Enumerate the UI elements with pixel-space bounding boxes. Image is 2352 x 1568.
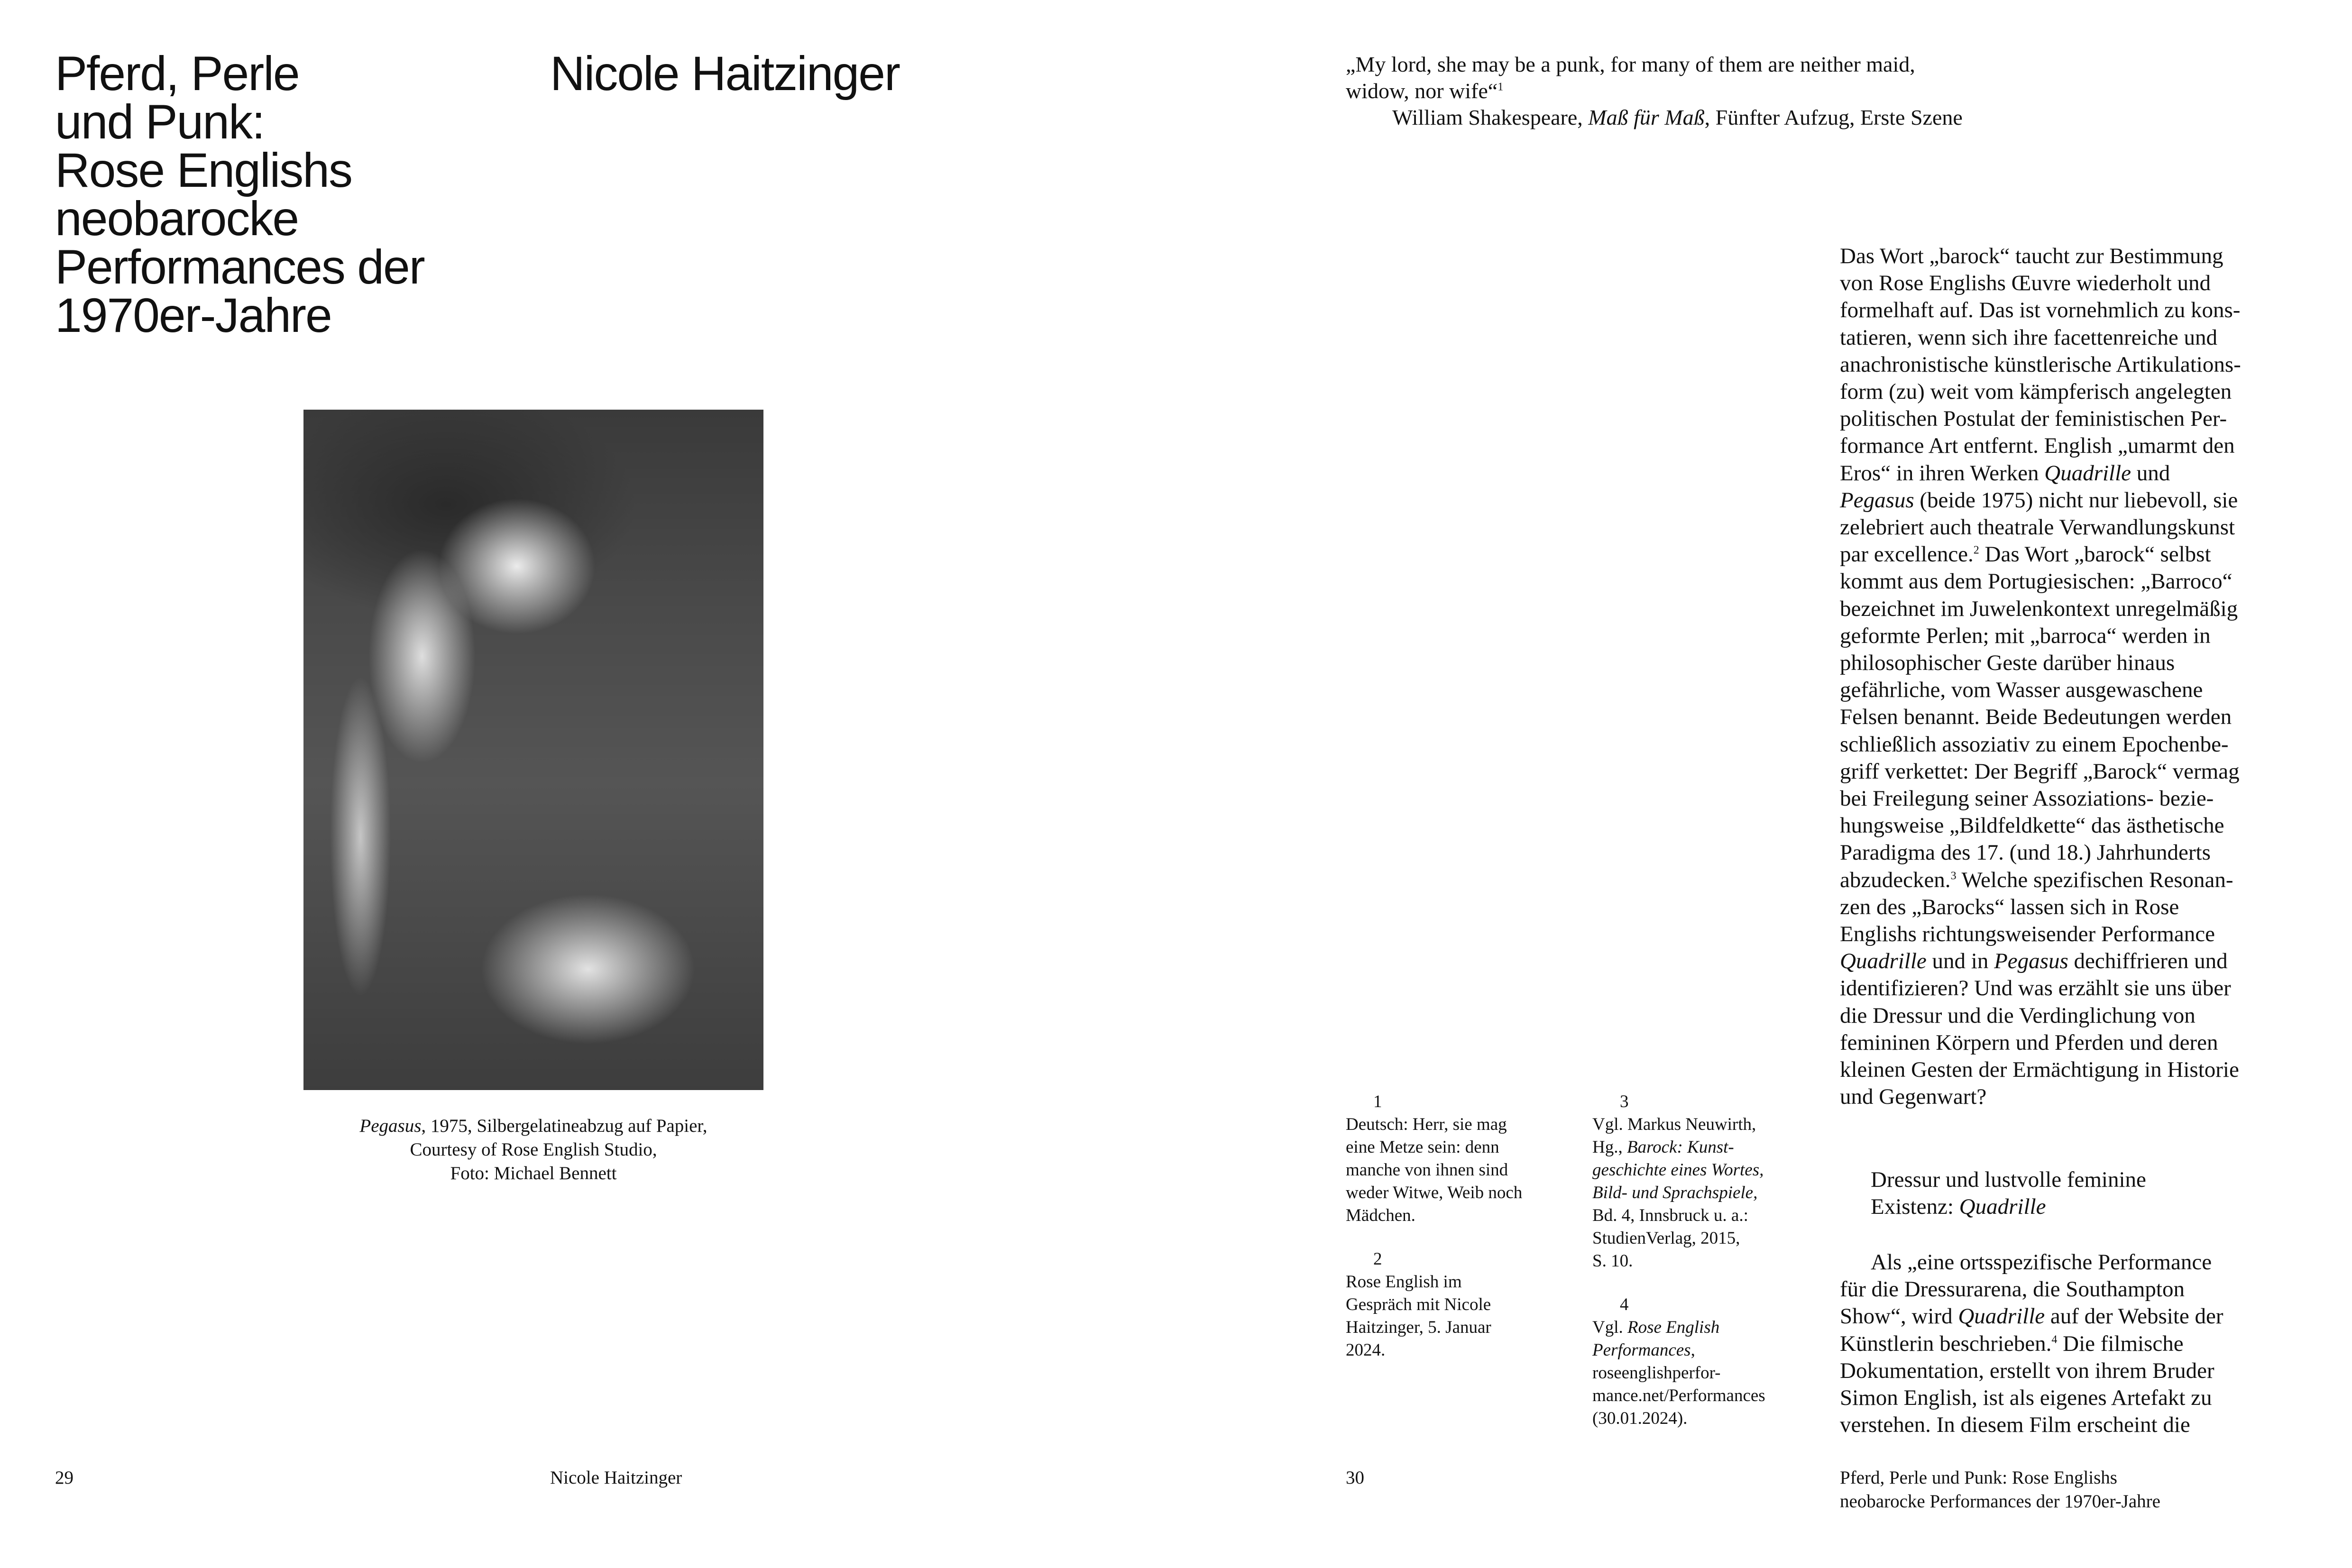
text: Welche spezifischen Resonan- xyxy=(1956,867,2233,892)
text: und in xyxy=(1926,949,1994,974)
footnote-line xyxy=(1592,1159,1820,1182)
footnote-number: 3 xyxy=(1620,1092,1629,1111)
footnote-line: mance.net/Performances xyxy=(1592,1386,1765,1405)
website-title: Performances xyxy=(1592,1340,1691,1360)
footnote-line: Vgl. Markus Neuwirth, xyxy=(1592,1115,1756,1134)
body-line: bei Freilegung seiner Assoziations- bezie- xyxy=(1840,786,2214,811)
text: Das Wort „barock“ selbst xyxy=(1979,542,2211,567)
footnote-3 xyxy=(1592,1091,1820,1273)
footnote-line xyxy=(1592,1182,1820,1204)
body-line: identifizieren? Und was erzählt sie uns über xyxy=(1840,976,2231,1001)
body-line xyxy=(1840,460,2305,487)
footnote-line: Gespräch mit Nicole xyxy=(1346,1295,1491,1314)
body-line xyxy=(1840,487,2305,514)
footnote-line: roseenglishperfor- xyxy=(1592,1363,1721,1383)
text: Hg., xyxy=(1592,1137,1627,1157)
epigraph xyxy=(1346,51,2057,131)
body-line: kommt aus dem Portugiesischen: „Barroco“ xyxy=(1840,569,2233,594)
body-line xyxy=(1840,948,2305,975)
text: Existenz: xyxy=(1871,1194,1959,1219)
work-title: Quadrille xyxy=(2044,460,2132,486)
body-line: Simon English, ist als eigenes Artefakt zu xyxy=(1840,1385,2212,1411)
footnote-number: 2 xyxy=(1373,1249,1382,1269)
body-line: Englishs richtungsweisender Performance xyxy=(1840,922,2215,947)
footnote-line: StudienVerlag, 2015, xyxy=(1592,1229,1740,1248)
footnote-line: S. 10. xyxy=(1592,1251,1633,1271)
text: , xyxy=(1690,1340,1695,1360)
body-line: für die Dressurarena, die Southampton xyxy=(1840,1277,2185,1302)
book-title: Barock: Kunst- xyxy=(1626,1137,1734,1157)
text: und xyxy=(2131,460,2170,486)
body-line xyxy=(1840,1303,2305,1330)
footnote-number: 1 xyxy=(1373,1092,1382,1111)
epigraph-line: „My lord, she may be a punk, for many of them are neither maid, xyxy=(1346,52,1915,76)
website-title: Rose English xyxy=(1627,1318,1720,1337)
work-title: Pegasus xyxy=(1994,949,2068,974)
body-line: form (zu) weit vom kämpferisch angelegten xyxy=(1840,379,2232,404)
caption-line-3: Foto: Michael Bennett xyxy=(450,1163,617,1183)
section-subheading xyxy=(1871,1166,2297,1220)
footnote-line: Bd. 4, Innsbruck u. a.: xyxy=(1592,1206,1748,1225)
text: Vgl. xyxy=(1592,1318,1627,1337)
footnote-line xyxy=(1592,1136,1820,1159)
body-line: philosophischer Geste darüber hinaus xyxy=(1840,651,2175,676)
epigraph-line xyxy=(1346,78,2057,104)
page-number-right: 30 xyxy=(1346,1467,1364,1488)
body-line: Dokumentation, erstellt von ihrem Bruder xyxy=(1840,1358,2214,1383)
epigraph-text: widow, nor wife“ xyxy=(1346,79,1498,103)
body-line: griff verkettet: Der Begriff „Barock“ vermag xyxy=(1840,759,2240,784)
title-line: 1970er-Jahre xyxy=(55,288,331,342)
body-line: hungsweise „Bildfeldkette“ das ästhetische xyxy=(1840,813,2224,838)
footnote-ref: 1 xyxy=(1498,81,1504,93)
running-head-line: Pferd, Perle und Punk: Rose Englishs xyxy=(1840,1467,2117,1488)
body-line: geformte Perlen; mit „barroca“ werden in xyxy=(1840,623,2211,648)
footnote-line: Rose English im xyxy=(1346,1272,1462,1292)
body-text-continued xyxy=(1840,1249,2305,1439)
footnote-line: Haitzinger, 5. Januar xyxy=(1346,1318,1491,1337)
body-line: von Rose Englishs Œuvre wiederholt und xyxy=(1840,271,2211,296)
text: par excellence. xyxy=(1840,542,1974,567)
caption-text: , 1975, Silbergelatineabzug auf Papier, xyxy=(421,1116,707,1136)
text: Show“, wird xyxy=(1840,1304,1958,1329)
body-line: schließlich assoziativ zu einem Epochenbe- xyxy=(1840,732,2229,757)
footnote-ref: 4 xyxy=(2051,1333,2058,1346)
body-line: zelebriert auch theatrale Verwandlungskunst xyxy=(1840,515,2235,540)
body-line: bezeichnet im Juwelenkontext unregelmäßig xyxy=(1840,596,2238,621)
author-heading: Nicole Haitzinger xyxy=(550,46,900,101)
footnote-line: Mädchen. xyxy=(1346,1206,1415,1225)
body-line xyxy=(1840,867,2305,894)
body-line: politischen Postulat der feministischen Per- xyxy=(1840,406,2227,431)
text: Die filmische xyxy=(2057,1331,2184,1356)
pegasus-photograph xyxy=(303,410,763,1090)
chapter-title xyxy=(55,46,482,342)
body-line: kleinen Gesten der Ermächtigung in Historie xyxy=(1840,1057,2239,1082)
running-head-right xyxy=(1840,1466,2160,1513)
epigraph-attribution xyxy=(1346,104,2057,131)
body-line: formelhaft auf. Das ist vornehmlich zu kons- xyxy=(1840,298,2241,323)
title-line: neobarocke xyxy=(55,192,299,246)
running-head-left: Nicole Haitzinger xyxy=(550,1467,682,1488)
title-line: Performances der xyxy=(55,240,424,294)
body-line: gefährliche, vom Wasser ausgewaschene xyxy=(1840,678,2203,703)
footnote-line: manche von ihnen sind xyxy=(1346,1160,1508,1180)
footnote-ref: 2 xyxy=(1973,544,1979,557)
footnote-number: 4 xyxy=(1620,1295,1629,1314)
body-line: tatieren, wenn sich ihre facettenreiche und xyxy=(1840,325,2217,350)
page-number-left: 29 xyxy=(55,1467,74,1488)
running-head-line: neobarocke Performances der 1970er-Jahre xyxy=(1840,1491,2160,1512)
body-line: und Gegenwart? xyxy=(1840,1084,1987,1110)
body-text xyxy=(1840,243,2305,1111)
footnote-line xyxy=(1592,1339,1820,1362)
body-line: anachronistische künstlerische Artikulations- xyxy=(1840,352,2241,377)
work-title: Quadrille xyxy=(1958,1304,2045,1329)
footnote-2 xyxy=(1346,1248,1573,1362)
attribution-work: Maß für Maß xyxy=(1588,105,1705,129)
caption-line-1 xyxy=(303,1114,763,1138)
body-line: zen des „Barocks“ lassen sich in Rose xyxy=(1840,894,2179,919)
text: Eros“ in ihren Werken xyxy=(1840,460,2045,486)
footnote-4 xyxy=(1592,1293,1820,1430)
attribution-author: William Shakespeare, xyxy=(1392,105,1589,129)
text: dechiffrieren und xyxy=(2068,949,2228,974)
body-line: die Dressur und die Verdinglichung von xyxy=(1840,1003,2196,1028)
footnote-line: weder Witwe, Weib noch xyxy=(1346,1183,1523,1202)
subheading-line: Dressur und lustvolle feminine xyxy=(1871,1167,2146,1192)
footnote-line: Deutsch: Herr, sie mag xyxy=(1346,1115,1507,1134)
body-line: Felsen benannt. Beide Bedeutungen werden xyxy=(1840,705,2232,730)
text: abzudecken. xyxy=(1840,867,1951,892)
body-line: Als „eine ortsspezifische Performance xyxy=(1871,1250,2212,1275)
subheading-line xyxy=(1871,1193,2297,1220)
attribution-rest: , Fünfter Aufzug, Erste Szene xyxy=(1704,105,1963,129)
footnote-1 xyxy=(1346,1091,1573,1227)
photo-caption xyxy=(303,1114,763,1185)
body-line: Das Wort „barock“ taucht zur Bestimmung xyxy=(1840,244,2223,268)
body-line: femininen Körpern und Pferden und deren xyxy=(1840,1030,2218,1055)
footnote-ref: 3 xyxy=(1950,870,1957,882)
text: Künstlerin beschrieben. xyxy=(1840,1331,2052,1356)
work-title: Quadrille xyxy=(1840,949,1927,974)
body-line xyxy=(1840,1330,2305,1357)
body-line: verstehen. In diesem Film erscheint die xyxy=(1840,1412,2190,1438)
body-line: Paradigma des 17. (und 18.) Jahrhunderts xyxy=(1840,840,2211,865)
text: (beide 1975) nicht nur liebevoll, sie xyxy=(1914,487,2238,513)
body-line xyxy=(1840,541,2305,568)
footnote-line xyxy=(1592,1316,1820,1339)
caption-line-2: Courtesy of Rose English Studio, xyxy=(410,1139,657,1160)
body-line: formance Art entfernt. English „umarmt den xyxy=(1840,433,2235,458)
caption-work-title: Pegasus xyxy=(359,1116,422,1136)
text: auf der Website der xyxy=(2045,1304,2223,1329)
title-line: und Punk: xyxy=(55,95,265,149)
footnote-line: 2024. xyxy=(1346,1340,1386,1360)
title-line: Rose Englishs xyxy=(55,143,352,197)
work-title: Quadrille xyxy=(1959,1194,2046,1219)
book-title: geschichte eines Wortes, xyxy=(1592,1160,1764,1180)
title-line: Pferd, Perle xyxy=(55,46,299,101)
footnote-line: (30.01.2024). xyxy=(1592,1409,1688,1428)
footnote-line: eine Metze sein: denn xyxy=(1346,1137,1499,1157)
work-title: Pegasus xyxy=(1840,487,1914,513)
book-title: Bild- und Sprachspiele, xyxy=(1592,1183,1758,1202)
